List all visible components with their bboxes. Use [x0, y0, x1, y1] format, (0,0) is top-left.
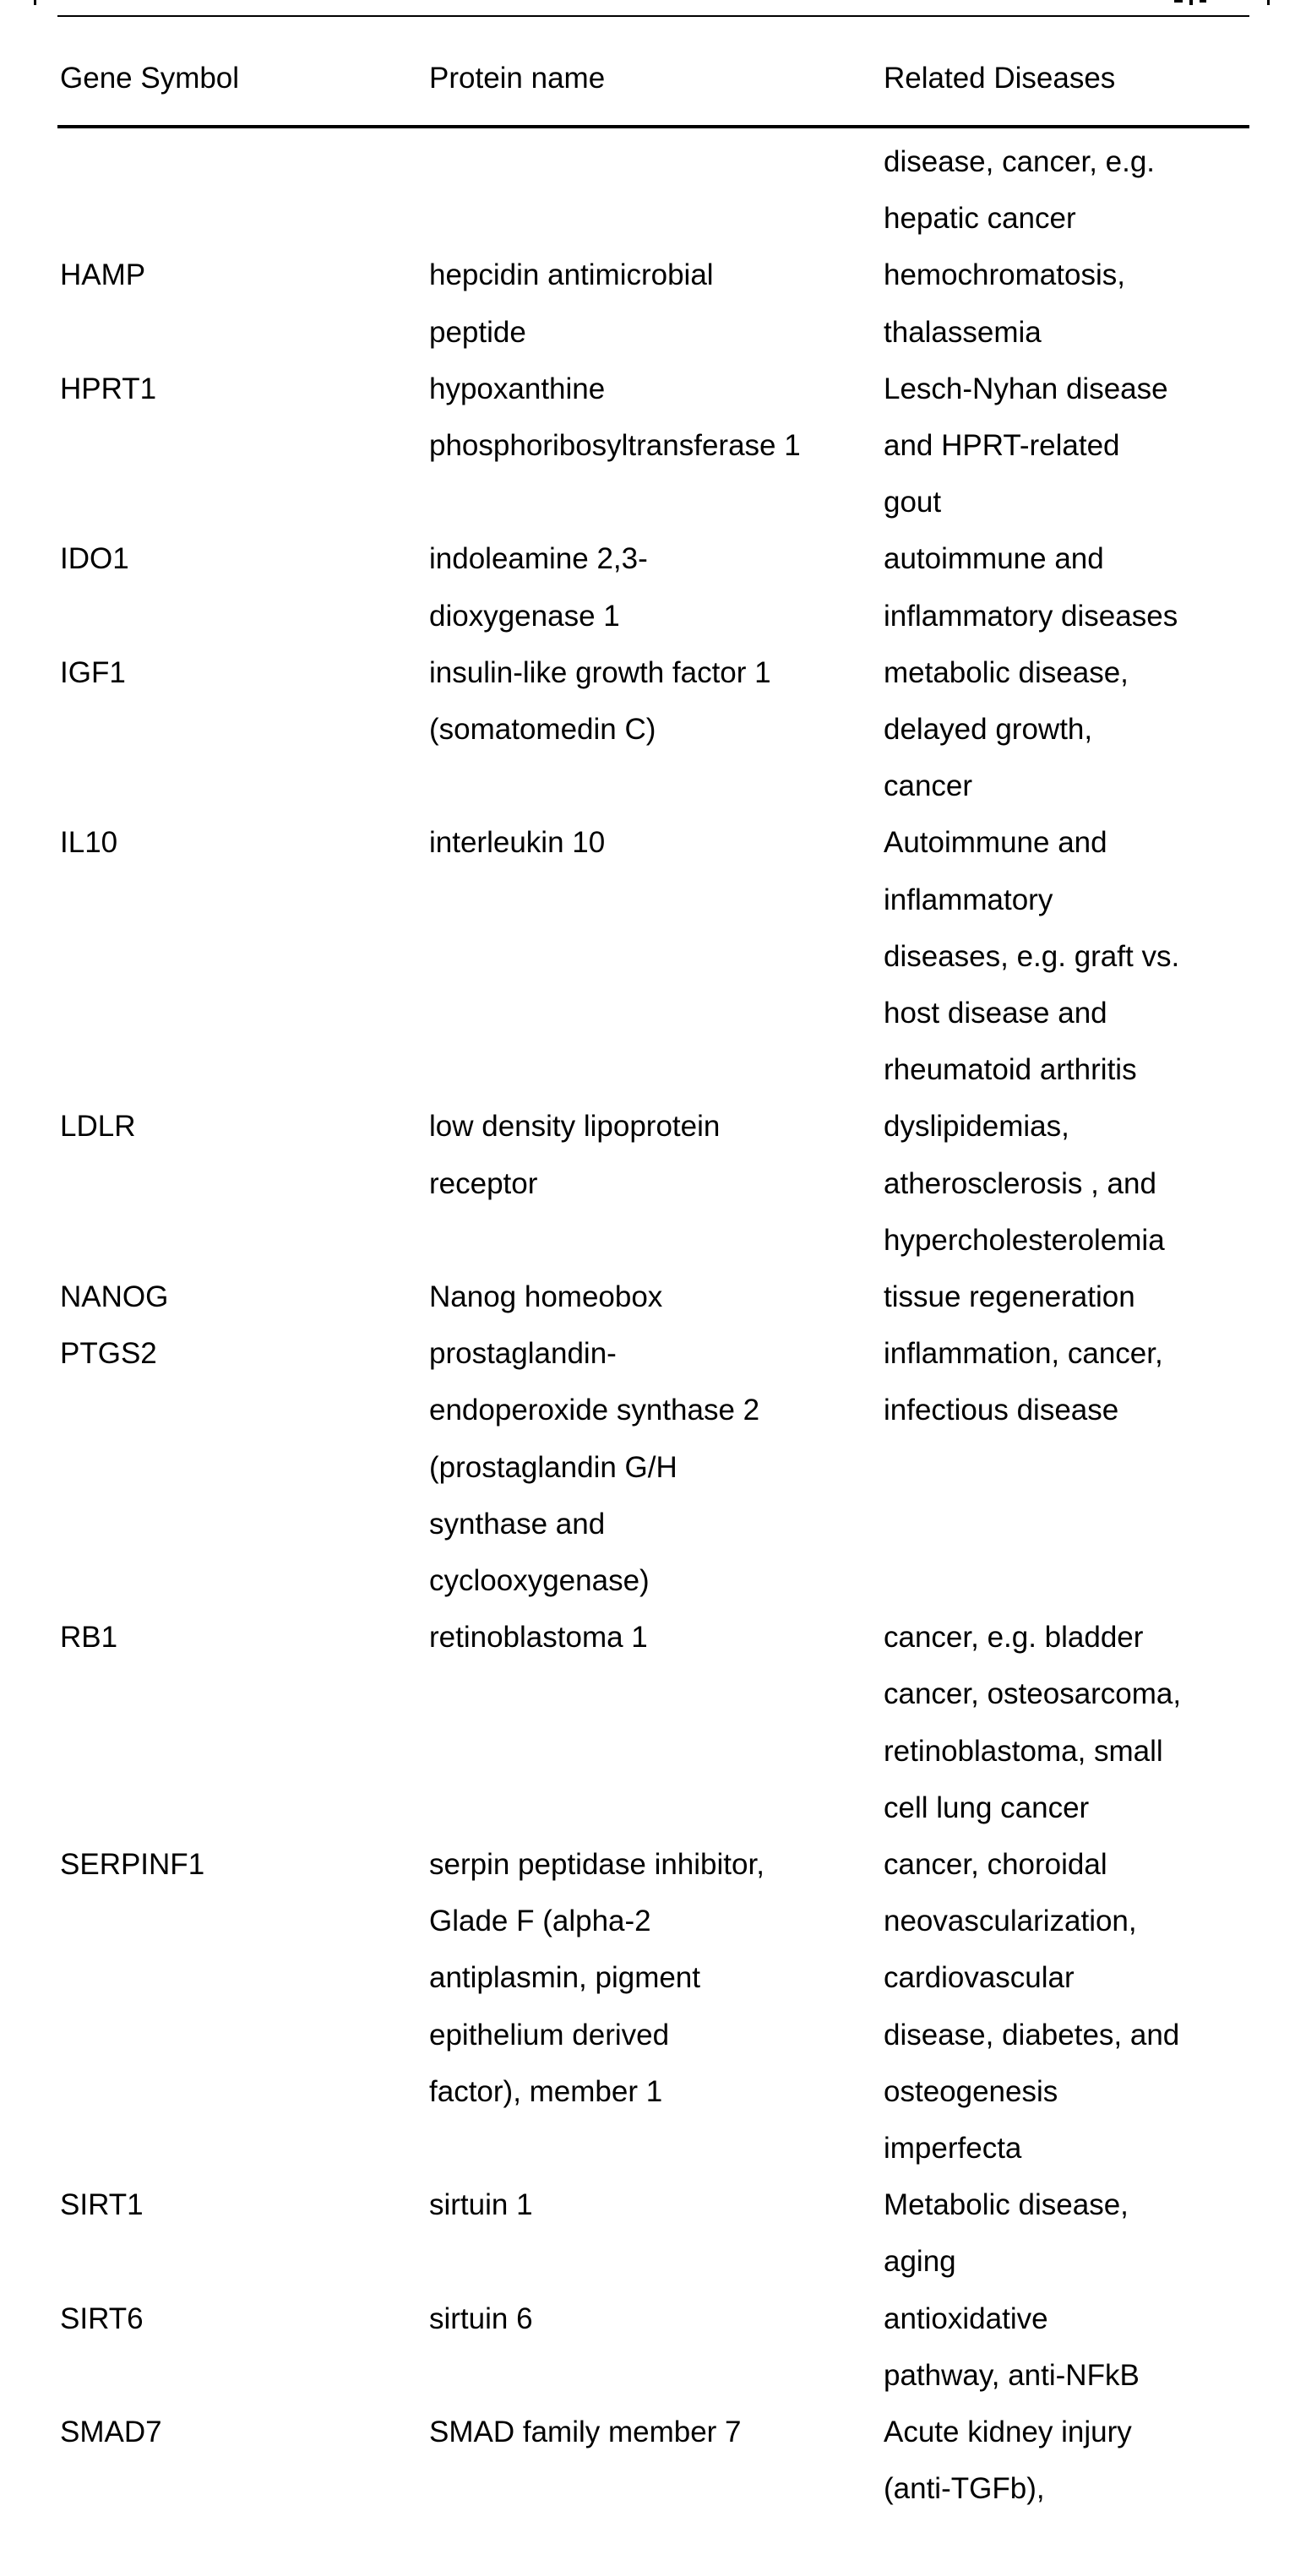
protein-name-cell-line: interleukin 10: [429, 826, 606, 860]
related-diseases-cell: [884, 2404, 1132, 2517]
gene-symbol-cell-line: SIRT1: [60, 2188, 144, 2222]
table-row: [0, 361, 1295, 531]
related-diseases-cell-line: osteogenesis: [884, 2074, 1058, 2108]
protein-name-cell-line: sirtuin 1: [429, 2188, 533, 2222]
table-header: [0, 59, 1295, 98]
related-diseases-cell-line: disease, cancer, e.g.: [884, 145, 1156, 178]
related-diseases-cell-line: hypercholesterolemia: [884, 1223, 1165, 1257]
protein-name-cell: [429, 1098, 720, 1211]
related-diseases-cell-line: tissue regeneration: [884, 1280, 1135, 1313]
protein-name-cell-line: hepcidin antimicrobial: [429, 258, 714, 292]
gene-symbol-cell: [60, 1325, 157, 1382]
gene-symbol-cell-line: IDO1: [60, 542, 129, 576]
gene-symbol-cell-line: IGF1: [60, 655, 126, 689]
related-diseases-cell-line: disease, diabetes, and: [884, 2018, 1180, 2052]
protein-name-cell-line: Nanog homeobox: [429, 1280, 663, 1313]
protein-name-cell-line: indoleamine 2,3-: [429, 542, 648, 576]
related-diseases-cell-line: hepatic cancer: [884, 202, 1076, 236]
related-diseases-cell: [884, 814, 1179, 1098]
related-diseases-cell-line: gout: [884, 486, 942, 519]
table-row: [0, 1609, 1295, 1836]
gene-symbol-cell-line: PTGS2: [60, 1337, 157, 1371]
gene-symbol-cell: [60, 1269, 168, 1325]
protein-name-cell: [429, 644, 771, 758]
related-diseases-cell-line: Acute kidney injury: [884, 2415, 1132, 2448]
gene-symbol-cell-line: SMAD7: [60, 2415, 162, 2448]
related-diseases-cell-line: delayed growth,: [884, 712, 1093, 746]
related-diseases-cell: [884, 1098, 1165, 1269]
protein-name-cell: [429, 2177, 533, 2233]
table-top-rule: [57, 15, 1249, 17]
protein-name-cell-line: low density lipoprotein: [429, 1110, 721, 1144]
table-row: [0, 530, 1295, 644]
protein-name-cell-line: endoperoxide synthase 2: [429, 1394, 760, 1427]
gene-symbol-cell: [60, 644, 126, 701]
protein-name-cell: [429, 361, 801, 474]
protein-name-cell: [429, 1269, 662, 1325]
related-diseases-cell-line: host disease and: [884, 996, 1107, 1030]
related-diseases-cell-line: Metabolic disease,: [884, 2188, 1129, 2222]
related-diseases-cell-line: rheumatoid arthritis: [884, 1053, 1137, 1087]
related-diseases-cell-line: diseases, e.g. graft vs.: [884, 939, 1180, 973]
protein-name-cell-line: insulin-like growth factor 1: [429, 655, 771, 689]
gene-symbol-cell: [60, 530, 129, 587]
cropped-text-fragment: [1174, 0, 1183, 3]
gene-symbol-cell: [60, 1098, 135, 1155]
gene-symbol-cell: [60, 361, 156, 417]
table-row: [0, 2404, 1295, 2517]
related-diseases-cell-line: pathway, anti-NFkB: [884, 2358, 1140, 2392]
gene-symbol-cell-line: LDLR: [60, 1110, 136, 1144]
column-header-gene-symbol: Gene Symbol: [60, 62, 240, 95]
protein-name-cell: [429, 2404, 742, 2460]
related-diseases-cell-line: imperfecta: [884, 2131, 1022, 2165]
related-diseases-cell-line: cardiovascular: [884, 1961, 1075, 1995]
table-row: [0, 1836, 1295, 2177]
related-diseases-cell: [884, 530, 1178, 644]
related-diseases-cell-line: autoimmune and: [884, 542, 1104, 576]
protein-name-cell: [429, 2291, 533, 2347]
related-diseases-cell-line: thalassemia: [884, 315, 1042, 349]
protein-name-cell-line: phosphoribosyltransferase 1: [429, 428, 801, 462]
related-diseases-cell-line: neovascularization,: [884, 1905, 1137, 1938]
related-diseases-cell-line: atherosclerosis , and: [884, 1166, 1156, 1200]
table-row: [0, 2291, 1295, 2404]
related-diseases-cell-line: inflammation, cancer,: [884, 1337, 1163, 1371]
related-diseases-cell: [884, 1269, 1135, 1325]
related-diseases-cell-line: Lesch-Nyhan disease: [884, 372, 1168, 405]
protein-name-cell: [429, 814, 605, 871]
protein-name-cell-line: sirtuin 6: [429, 2302, 533, 2335]
related-diseases-cell: [884, 247, 1125, 360]
related-diseases-cell: [884, 1609, 1181, 1836]
related-diseases-cell-line: infectious disease: [884, 1394, 1119, 1427]
related-diseases-cell: [884, 644, 1129, 815]
table-row: [0, 247, 1295, 360]
protein-name-cell-line: cyclooxygenase): [429, 1563, 650, 1597]
related-diseases-cell: [884, 361, 1168, 531]
related-diseases-cell-line: cell lung cancer: [884, 1791, 1090, 1824]
table-row: [0, 814, 1295, 1098]
cropped-text-fragment: [34, 0, 36, 5]
protein-name-cell: [429, 530, 648, 644]
protein-name-cell-line: (prostaglandin G/H: [429, 1450, 677, 1484]
related-diseases-cell: [884, 2177, 1129, 2290]
related-diseases-cell: [884, 2291, 1140, 2404]
column-header-related-diseases: Related Diseases: [884, 62, 1116, 95]
gene-symbol-cell-line: HAMP: [60, 258, 146, 292]
column-header-protein-name: Protein name: [429, 62, 606, 95]
protein-name-cell-line: (somatomedin C): [429, 712, 656, 746]
protein-name-cell-line: antiplasmin, pigment: [429, 1961, 700, 1995]
table-row: [0, 133, 1295, 247]
table-row: [0, 644, 1295, 815]
related-diseases-cell-line: retinoblastoma, small: [884, 1734, 1163, 1768]
gene-symbol-cell: [60, 2404, 162, 2460]
gene-symbol-cell: [60, 1836, 204, 1893]
gene-symbol-cell-line: SIRT6: [60, 2302, 144, 2335]
protein-name-cell-line: serpin peptidase inhibitor,: [429, 1847, 764, 1881]
cropped-text-fragment: [1200, 0, 1206, 3]
table-body: [0, 133, 1295, 2517]
cropped-text-fragment: [1267, 0, 1270, 5]
related-diseases-cell: [884, 133, 1155, 247]
protein-name-cell-line: hypoxanthine: [429, 372, 606, 405]
protein-name-cell: [429, 1609, 648, 1666]
table-row: [0, 1098, 1295, 1269]
related-diseases-cell-line: and HPRT-related: [884, 428, 1120, 462]
related-diseases-cell-line: hemochromatosis,: [884, 258, 1125, 292]
related-diseases-cell-line: cancer, osteosarcoma,: [884, 1677, 1182, 1711]
gene-symbol-cell: [60, 247, 145, 303]
related-diseases-cell-line: aging: [884, 2245, 956, 2279]
gene-symbol-cell: [60, 1609, 117, 1666]
gene-symbol-cell-line: RB1: [60, 1621, 118, 1655]
gene-symbol-cell-line: NANOG: [60, 1280, 169, 1313]
protein-name-cell-line: SMAD family member 7: [429, 2415, 742, 2448]
table-row: [0, 2177, 1295, 2290]
protein-name-cell: [429, 1325, 759, 1609]
protein-name-cell: [429, 247, 714, 360]
protein-name-cell-line: peptide: [429, 315, 526, 349]
protein-name-cell-line: epithelium derived: [429, 2018, 670, 2052]
gene-symbol-cell-line: IL10: [60, 826, 118, 860]
related-diseases-cell-line: cancer, choroidal: [884, 1847, 1107, 1881]
related-diseases-cell-line: dyslipidemias,: [884, 1110, 1069, 1144]
related-diseases-cell-line: (anti-TGFb),: [884, 2472, 1045, 2506]
protein-name-cell-line: synthase and: [429, 1507, 606, 1541]
gene-symbol-cell-line: HPRT1: [60, 372, 157, 405]
protein-name-cell-line: dioxygenase 1: [429, 599, 620, 633]
protein-name-cell-line: Glade F (alpha-2: [429, 1905, 651, 1938]
gene-symbol-cell-line: SERPINF1: [60, 1847, 205, 1881]
related-diseases-cell: [884, 1836, 1179, 2177]
related-diseases-cell-line: cancer, e.g. bladder: [884, 1621, 1144, 1655]
related-diseases-cell-line: metabolic disease,: [884, 655, 1129, 689]
table-row: [0, 1325, 1295, 1609]
gene-symbol-cell: [60, 2177, 144, 2233]
related-diseases-cell-line: Autoimmune and: [884, 826, 1107, 860]
cropped-text-fragment: [1189, 0, 1193, 5]
protein-name-cell-line: prostaglandin-: [429, 1337, 617, 1371]
related-diseases-cell-line: cancer: [884, 769, 973, 803]
gene-symbol-cell: [60, 2291, 144, 2347]
protein-name-cell-line: factor), member 1: [429, 2074, 663, 2108]
table-row: [0, 1269, 1295, 1325]
related-diseases-cell-line: antioxidative: [884, 2302, 1048, 2335]
protein-name-cell: [429, 1836, 764, 2120]
related-diseases-cell-line: inflammatory diseases: [884, 599, 1178, 633]
related-diseases-cell: [884, 1325, 1163, 1438]
gene-symbol-cell: [60, 814, 117, 871]
table-header-rule: [57, 125, 1249, 128]
protein-name-cell-line: receptor: [429, 1166, 538, 1200]
protein-name-cell-line: retinoblastoma 1: [429, 1621, 648, 1655]
related-diseases-cell-line: inflammatory: [884, 883, 1053, 916]
